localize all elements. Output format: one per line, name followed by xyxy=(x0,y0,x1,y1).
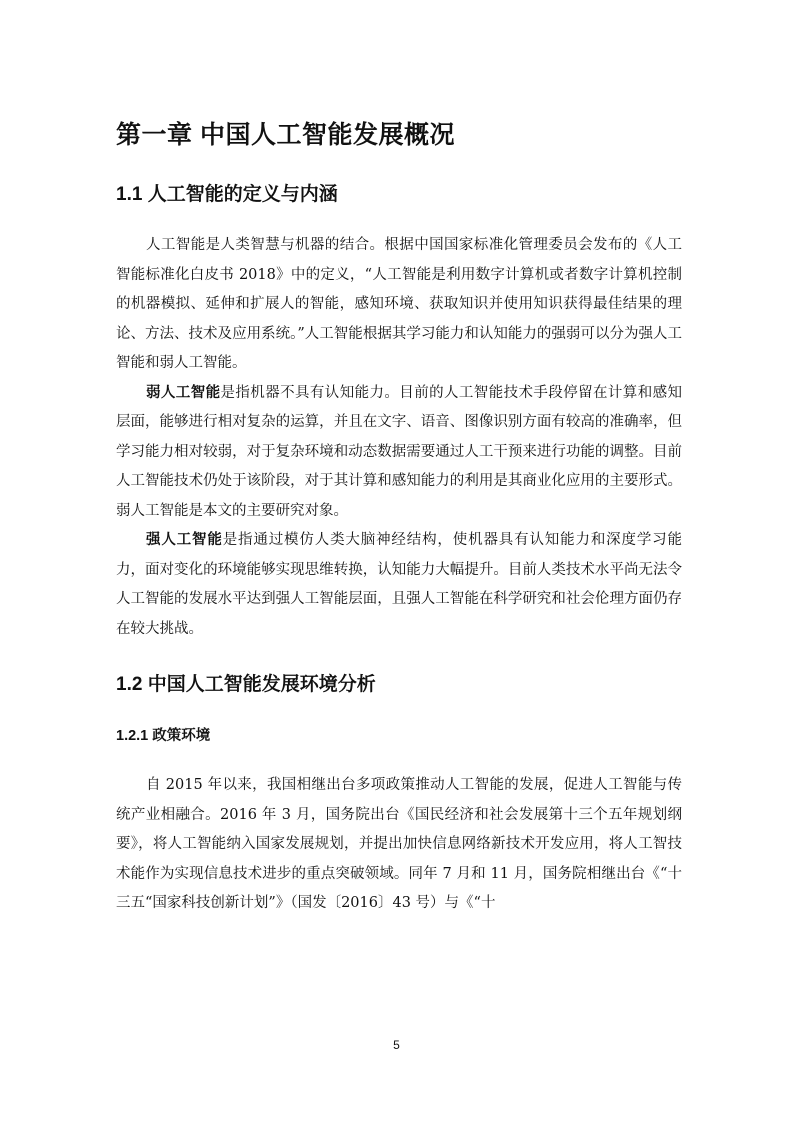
weak-ai-paragraph xyxy=(116,379,682,527)
page-content xyxy=(116,114,682,919)
strong-ai-term: 强人工智能 xyxy=(146,532,223,548)
page-number: 5 xyxy=(393,1038,400,1052)
weak-ai-text: 是指机器不具有认知能力。目前的人工智能技术手段停留在计算和感知层面，能够进行相对复杂的运算，并且在文字、语音、图像识别方面有较高的准确率，但学习能力相对较弱，对于复杂环境和动态数据需要通过人工干预来进行功能的调整。目前人工智能技术仍处于该阶段，对于其计算和感知能力的利用是其商业化应用的主要形式。弱人工智能是本文的主要研究对象。 xyxy=(116,384,682,519)
strong-ai-paragraph xyxy=(116,526,682,644)
policy-environment-paragraph: 自 2015 年以来，我国相继出台多项政策推动人工智能的发展，促进人工智能与传统产业相融合。2016 年 3 月，国务院出台《国民经济和社会发展第十三个五年规划纲要》，将人工智能纳入国家发展规划，并提出加快信息网络新技术开发应用，将人工智技术能作为实现信息技术进步的重点突破领域。同年 7 月和 11 月，国务院相继出台《“十三五“国家科技创新计划”》（国发〔2016〕43 号）与《“十 xyxy=(116,777,682,911)
section-heading-1-2: 1.2 中国人工智能发展环境分析 xyxy=(116,674,376,695)
subsection-heading-1-2-1: 1.2.1 政策环境 xyxy=(116,728,211,744)
ai-definition-paragraph: 人工智能是人类智慧与机器的结合。根据中国国家标准化管理委员会发布的《人工智能标准化白皮书 2018》中的定义，“人工智能是利用数字计算机或者数字计算机控制的机器模拟、延伸和扩展人的智能，感知环境、获取知识并使用知识获得最佳结果的理论、方法、技术及应用系统。”人工智能根据其学习能力和认知能力的强弱可以分为强人工智能和弱人工智能。 xyxy=(116,237,682,371)
section-heading-1-1: 1.1 人工智能的定义与内涵 xyxy=(116,184,338,205)
weak-ai-term: 弱人工智能 xyxy=(146,384,221,401)
strong-ai-text: 是指通过模仿人类大脑神经结构，使机器具有认知能力和深度学习能力，面对变化的环境能够实现思维转换，认知能力大幅提升。目前人类技术水平尚无法令人工智能的发展水平达到强人工智能层面，且强人工智能在科学研究和社会伦理方面仍存在较大挑战。 xyxy=(116,532,683,637)
chapter-title: 第一章 中国人工智能发展概况 xyxy=(116,121,455,149)
